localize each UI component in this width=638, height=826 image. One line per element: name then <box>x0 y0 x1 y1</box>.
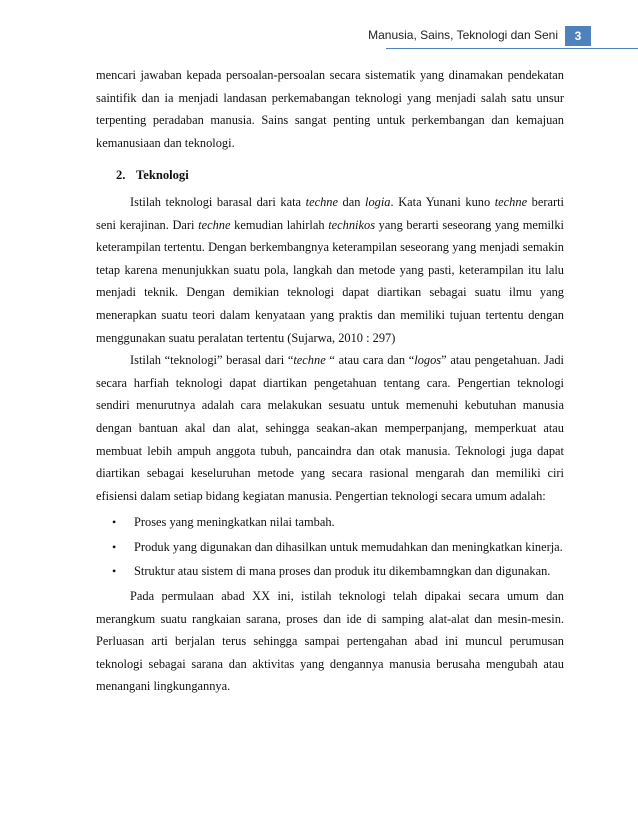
text-run: dan <box>337 194 366 209</box>
italic-term: technikos <box>328 217 376 232</box>
header-title: Manusia, Sains, Teknologi dan Seni <box>368 28 558 42</box>
list-item-text: Produk yang digunakan dan dihasilkan untuk memudahkan dan meningkatkan kinerja. <box>134 539 563 554</box>
text-run: berarti seni kerajinan. Dari <box>96 194 564 232</box>
text-run: Istilah “teknologi” berasal dari “ <box>130 353 294 368</box>
page-header <box>0 26 638 46</box>
text-run: . Kata Yunani kuno <box>390 194 495 209</box>
section-number: 2. <box>116 168 126 183</box>
italic-term: techne <box>494 194 528 209</box>
page-content <box>96 64 564 698</box>
section-heading <box>116 164 564 187</box>
italic-term: techne <box>293 353 326 368</box>
list-item <box>96 560 564 583</box>
section-title: Teknologi <box>136 168 189 183</box>
list-item-text: Struktur atau sistem di mana proses dan produk itu dikembamngkan dan digunakan. <box>134 564 551 579</box>
italic-term: logia <box>365 194 391 209</box>
text-run: Istilah teknologi barasal dari kata <box>130 194 306 209</box>
page-number-badge: 3 <box>565 26 591 46</box>
text-run: kemudian lahirlah <box>230 217 329 232</box>
italic-term: techne <box>198 217 231 232</box>
text-run: yang berarti seseorang yang memilki keterampilan tertentu. Dengan berkembangnya keterampilan seseorang yang menjadi semakin tetap karena menunjukkan suatu pola, langkah dan metode yang pasti, keterampilan itu lalu menjadi teknik. Dengan demikian teknologi dapat diartikan sebagai suatu ilmu yang menerapkan suatu teori dalam kenyataan yang praktis dan memiliki tujuan tertentu dengan menggunakan suatu peralatan tertentu (Sujarwa, 2010 : 297) <box>96 217 564 345</box>
bullet-icon: • <box>112 539 117 554</box>
paragraph-definition <box>96 191 564 349</box>
paragraph-history: Pada permulaan abad XX ini, istilah teknologi telah dipakai secara umum dan merangkum suatu rangkaian sarana, proses dan ide di samping alat-alat dan mesin-mesin. Perluasan arti berjalan terus sehingga sampai pertengahan abad ini muncul perumusan teknologi sebagai sarana dan aktivitas yang dengannya manusia berusaha mengubah atau menangani lingkungannya. <box>96 589 564 694</box>
header-rule <box>386 48 638 49</box>
intro-paragraph: mencari jawaban kepada persoalan-persoalan secara sistematik yang dinamakan pendekatan saintifik dan ia menjadi landasan perkemabangan teknologi yang menjadi salah satu unsur terpenting peradaban manusia. Sains sangat penting untuk perkembangan dan kemajuan kemanusiaan dan teknologi. <box>96 68 564 150</box>
list-item <box>96 536 564 559</box>
text-run: ” atau pengetahuan. Jadi secara harfiah teknologi dapat diartikan pengetahuan tentang cara. Pengertian teknologi sendiri menurutnya adalah cara melakukan sesuatu untuk memenuhi kebutuhan manusia dengan bantuan akal dan alat, sehingga seakan-akan memperpanjang, memperkuat atau membuat lebih ampuh anggota tubuh, pancaindra dan otak manusia. Teknologi juga dapat diartikan sebagai keseluruhan metode yang secara rasional mengarah dan memiliki ciri efisiensi dalam setiap bidang kegiatan manusia. Pengertian teknologi secara umum adalah: <box>96 353 564 503</box>
bullet-list <box>96 511 564 583</box>
italic-term: logos <box>414 353 442 368</box>
paragraph-etymology <box>96 349 564 507</box>
list-item-text: Proses yang meningkatkan nilai tambah. <box>134 515 335 530</box>
italic-term: techne <box>305 194 338 209</box>
bullet-icon: • <box>112 515 117 530</box>
text-run: “ atau cara dan “ <box>325 353 415 368</box>
bullet-icon: • <box>112 564 117 579</box>
list-item <box>96 511 564 534</box>
